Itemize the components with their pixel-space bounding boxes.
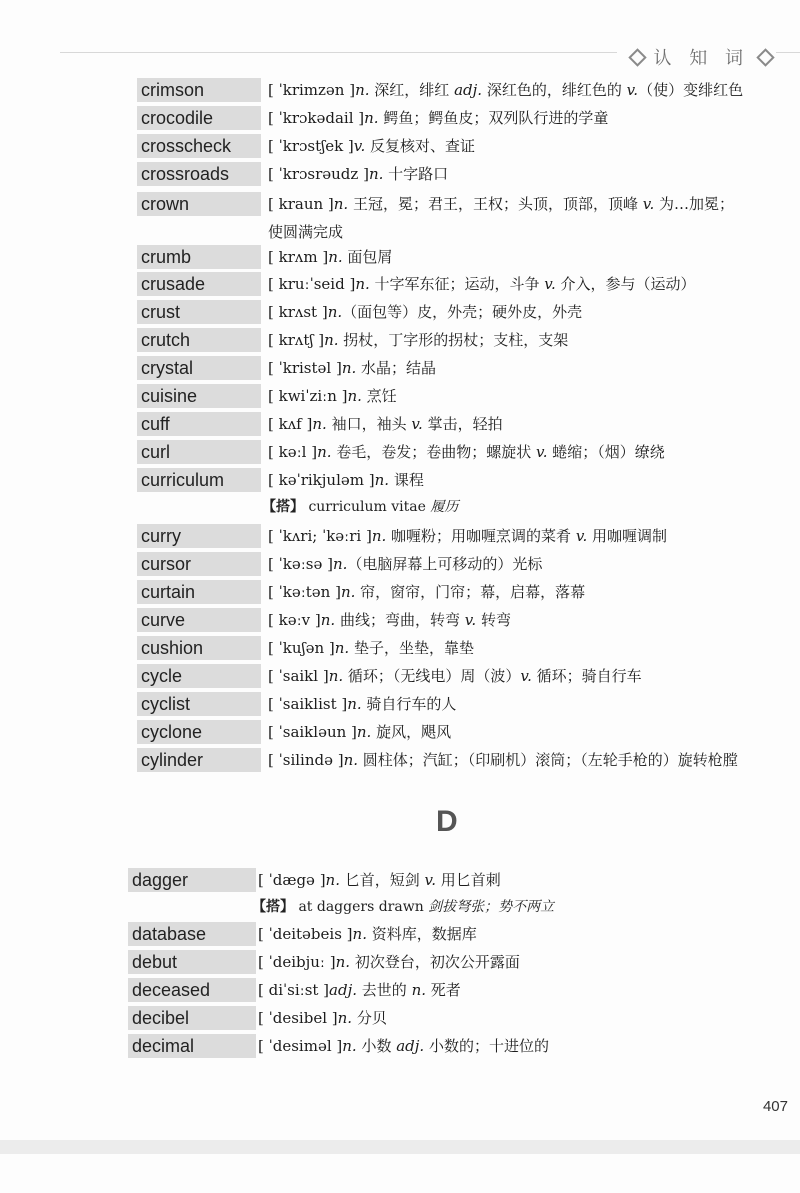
meaning: 小数: [356, 1037, 397, 1055]
phonetic: [ krʌst ]: [268, 303, 328, 321]
meaning: 鳄鱼；鳄鱼皮；双列队行进的学童: [378, 109, 609, 127]
headword: decibel: [128, 1006, 256, 1030]
collocation: [252, 896, 554, 918]
phonetic: [ ˈdesiməl ]: [258, 1037, 343, 1055]
headword: curl: [137, 440, 261, 464]
meaning: 拐杖，丁字形的拐杖；支柱，支架: [338, 331, 569, 349]
phonetic: [ kʌf ]: [268, 415, 313, 433]
meaning: 反复核对、查证: [365, 137, 476, 155]
meaning: 曲线；弯曲，转弯: [335, 611, 465, 629]
meaning: 转弯: [476, 611, 511, 629]
headword: database: [128, 922, 256, 946]
part-of-speech: adj.: [396, 1037, 425, 1055]
definition: [268, 634, 474, 662]
definition: [268, 354, 436, 382]
headword: crown: [137, 192, 261, 216]
meaning: 卷毛，卷发；卷曲物；螺旋状: [331, 443, 537, 461]
meaning: 十字路口: [383, 165, 449, 183]
definition: [268, 438, 665, 466]
meaning: 袖口，袖头: [326, 415, 412, 433]
part-of-speech: n.: [317, 443, 332, 461]
meaning: （使）变绯红色: [638, 81, 744, 99]
definition: [268, 270, 696, 298]
meaning: 圆柱体；汽缸；（印刷机）滚筒；（左轮手枪的）旋转枪膛: [358, 751, 738, 769]
definition: [268, 298, 582, 326]
collocation-gloss: 履历: [430, 499, 459, 515]
headword: crocodile: [137, 106, 261, 130]
part-of-speech: n.: [411, 981, 426, 999]
part-of-speech: n.: [325, 871, 340, 889]
meaning: 用匕首刺: [436, 871, 501, 889]
headword: curve: [137, 608, 261, 632]
phonetic: [ kəːv ]: [268, 611, 321, 629]
headword: cyclone: [137, 720, 261, 744]
meaning: 循环；骑自行车: [531, 667, 642, 685]
meaning: 骑自行车的人: [361, 695, 457, 713]
part-of-speech: n.: [324, 331, 339, 349]
meaning: 帘，窗帘，门帘；幕，启幕，落幕: [355, 583, 586, 601]
part-of-speech: v.: [424, 871, 436, 889]
phonetic: [ krʌm ]: [268, 248, 329, 266]
meaning: 垫子，坐垫，靠垫: [349, 639, 474, 657]
meaning: 用咖喱调制: [587, 527, 668, 545]
part-of-speech: adj.: [454, 81, 483, 99]
meaning: 掌击，轻拍: [422, 415, 503, 433]
headword: crossroads: [137, 162, 261, 186]
definition: [268, 606, 511, 634]
phonetic: [ ˈkəːtən ]: [268, 583, 341, 601]
phonetic: [ ˈsaikləun ]: [268, 723, 357, 741]
page-header: [617, 44, 776, 70]
definition: [268, 690, 456, 718]
part-of-speech: n.: [342, 1037, 357, 1055]
meaning: 深红色的，绯红色的: [482, 81, 627, 99]
meaning: 匕首，短剑: [339, 871, 425, 889]
part-of-speech: n.: [335, 953, 351, 971]
diamond-ornament-icon: [756, 48, 774, 66]
part-of-speech: v.: [575, 527, 588, 545]
headword: cycle: [137, 664, 261, 688]
phonetic: [ ˈdeitəbeis ]: [258, 925, 353, 943]
part-of-speech: n.: [341, 359, 357, 377]
headword: cuisine: [137, 384, 261, 408]
definition: [258, 866, 501, 894]
definition: [268, 522, 667, 550]
page-bottom-edge: [0, 1140, 800, 1154]
phonetic: [ ˈkrimzən ]: [268, 81, 356, 99]
part-of-speech: v.: [464, 611, 477, 629]
phonetic: [ krʌtʃ ]: [268, 331, 325, 349]
collocation-phrase: curriculum vitae: [304, 499, 431, 515]
definition: [258, 920, 477, 948]
headword: crimson: [137, 78, 261, 102]
part-of-speech: n.: [340, 583, 356, 601]
part-of-speech: n.: [328, 667, 344, 685]
diamond-ornament-icon: [628, 48, 646, 66]
meaning: 初次登台，初次公开露面: [350, 953, 520, 971]
phonetic: [ kəˈrikjuləm ]: [268, 471, 375, 489]
part-of-speech: n.: [347, 695, 362, 713]
definition: [268, 550, 542, 578]
meaning: （面包等）皮，外壳；硬外皮，外壳: [342, 303, 583, 321]
headword: crumb: [137, 245, 261, 269]
definition: [268, 746, 738, 774]
headword: crusade: [137, 272, 261, 296]
header-title: 认 知 词: [653, 48, 749, 69]
headword: cylinder: [137, 748, 261, 772]
phonetic: [ kraun ]: [268, 195, 334, 213]
headword: crosscheck: [137, 134, 261, 158]
definition: [268, 160, 448, 188]
part-of-speech: v.: [520, 667, 532, 685]
phonetic: [ ˈdesibel ]: [258, 1009, 338, 1027]
collocation-tag: 【搭】: [262, 499, 304, 515]
headword: dagger: [128, 868, 256, 892]
headword: cushion: [137, 636, 261, 660]
definition: [258, 1004, 387, 1032]
phonetic: [ ˈkrɔsrəudz ]: [268, 165, 369, 183]
headword: curriculum: [137, 468, 261, 492]
phonetic: [ kwiˈziːn ]: [268, 387, 348, 405]
meaning: 深红，绯红: [369, 81, 455, 99]
definition: [268, 578, 585, 606]
definition: [258, 976, 461, 1004]
part-of-speech: n.: [355, 81, 370, 99]
definition: [268, 662, 642, 690]
meaning: 面包屑: [342, 248, 393, 266]
phonetic: [ ˈkrɔkədail ]: [268, 109, 365, 127]
phonetic: [ ˈkʌri; ˈkəːri ]: [268, 527, 372, 545]
part-of-speech: v.: [626, 81, 639, 99]
page-number: 407: [762, 1098, 788, 1115]
part-of-speech: n.: [352, 925, 367, 943]
headword: crutch: [137, 328, 261, 352]
collocation-phrase: at daggers drawn: [294, 899, 429, 915]
phonetic: [ kəːl ]: [268, 443, 318, 461]
collocation: [262, 496, 458, 518]
part-of-speech: n.: [356, 723, 372, 741]
headword: cursor: [137, 552, 261, 576]
headword: decimal: [128, 1034, 256, 1058]
headword: deceased: [128, 978, 256, 1002]
part-of-speech: n.: [333, 195, 349, 213]
meaning: 死者: [426, 981, 461, 999]
part-of-speech: v.: [411, 415, 423, 433]
part-of-speech: n.: [374, 471, 390, 489]
part-of-speech: v.: [642, 195, 655, 213]
phonetic: [ ˈdeibjuː ]: [258, 953, 336, 971]
part-of-speech: n.: [312, 415, 327, 433]
meaning: 介入，参与（运动）: [555, 275, 696, 293]
definition-continued: 使圆满完成: [268, 223, 344, 241]
definition: [258, 1032, 549, 1060]
part-of-speech: v.: [544, 275, 556, 293]
part-of-speech: n.: [368, 165, 384, 183]
phonetic: [ ˈsaikl ]: [268, 667, 329, 685]
part-of-speech: n.: [320, 611, 336, 629]
definition: [268, 382, 397, 410]
phonetic: [ ˈkrɔstʃek ]: [268, 137, 354, 155]
part-of-speech: n.: [343, 751, 359, 769]
headword: crystal: [137, 356, 261, 380]
definition: [268, 718, 451, 746]
phonetic: [ ˈsaiklist ]: [268, 695, 348, 713]
meaning: （电脑屏幕上可移动的）光标: [347, 555, 543, 573]
part-of-speech: n.: [327, 303, 343, 321]
section-letter: D: [436, 805, 458, 838]
headword: cyclist: [137, 692, 261, 716]
phonetic: [ kruːˈseid ]: [268, 275, 356, 293]
phonetic: [ ˈdægə ]: [258, 871, 326, 889]
meaning: 去世的: [357, 981, 412, 999]
definition: [268, 466, 424, 494]
meaning: 分贝: [352, 1009, 387, 1027]
headword: curry: [137, 524, 261, 548]
meaning: 循环；（无线电）周（波）: [343, 667, 521, 685]
meaning: 旋风，飓风: [371, 723, 452, 741]
definition: [268, 76, 743, 104]
definition: [268, 243, 392, 271]
definition: [258, 948, 520, 976]
part-of-speech: n.: [364, 109, 379, 127]
meaning: 烹饪: [361, 387, 397, 405]
collocation-gloss: 剑拔弩张；势不两立: [428, 899, 555, 915]
part-of-speech: n.: [355, 275, 370, 293]
meaning: 小数的；十进位的: [424, 1037, 549, 1055]
meaning: 资料库，数据库: [366, 925, 477, 943]
meaning: 蜷缩；（烟）缭绕: [547, 443, 665, 461]
part-of-speech: adj.: [329, 981, 358, 999]
meaning: 十字军东征；运动，斗争: [369, 275, 545, 293]
headword: curtain: [137, 580, 261, 604]
phonetic: [ ˈkuʃən ]: [268, 639, 335, 657]
part-of-speech: n.: [337, 1009, 353, 1027]
meaning: 课程: [389, 471, 424, 489]
collocation-tag: 【搭】: [252, 899, 294, 915]
phonetic: [ diˈsiːst ]: [258, 981, 330, 999]
headword: debut: [128, 950, 256, 974]
part-of-speech: n.: [334, 639, 350, 657]
meaning: 为…加冕；: [654, 195, 734, 213]
phonetic: [ ˈkəːsə ]: [268, 555, 333, 573]
phonetic: [ ˈsilində ]: [268, 751, 344, 769]
headword: cuff: [137, 412, 261, 436]
part-of-speech: n.: [328, 248, 343, 266]
definition: [268, 190, 734, 218]
definition: [268, 104, 608, 132]
part-of-speech: n.: [347, 387, 362, 405]
part-of-speech: n.: [371, 527, 387, 545]
definition: [268, 410, 503, 438]
meaning: 水晶；结晶: [356, 359, 437, 377]
meaning: 王冠，冕；君王，王权；头顶，顶部，顶峰: [348, 195, 643, 213]
definition: [268, 132, 475, 160]
headword: crust: [137, 300, 261, 324]
part-of-speech: v.: [536, 443, 548, 461]
phonetic: [ ˈkristəl ]: [268, 359, 342, 377]
part-of-speech: v.: [353, 137, 366, 155]
part-of-speech: n.: [332, 555, 348, 573]
definition: [268, 326, 568, 354]
meaning: 咖喱粉；用咖喱烹调的菜肴: [386, 527, 576, 545]
